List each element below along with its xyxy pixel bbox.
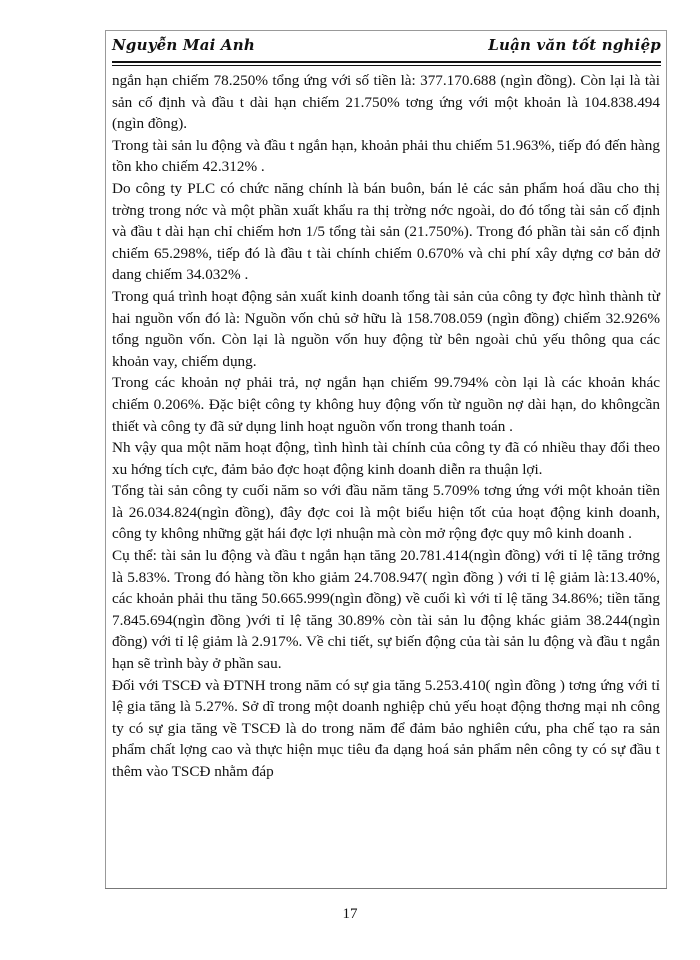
page-header: [112, 36, 661, 60]
header-document-type: Luận văn tốt nghiệp: [488, 36, 661, 54]
header-author: Nguyễn Mai Anh: [112, 36, 255, 54]
body-text: [112, 70, 660, 890]
page-border-top: [105, 30, 667, 31]
paragraph-liabilities: Trong các khoản nợ phải trả, nợ ngắn hạn chiếm 99.794% còn lại là các khoản khác chiếm 0.206%. Đặc biệt công ty không huy động vốn từ nguồn nợ dài hạn, do khôngcần thiết và công ty đã sử dụng linh hoạt nguồn vốn trong thanh toán .: [112, 374, 660, 435]
page-border-bottom: [105, 888, 667, 889]
paragraph-asset-structure: ngắn hạn chiếm 78.250% tổng ứng với số tiền là: 377.170.688 (ngìn đồng). Còn lại là tài sản cố định và đầu t dài hạn chiếm 21.750% tơng ứng với một khoản là 104.838.494 (ngìn đồng).: [112, 72, 660, 133]
paragraph-capital-sources: Trong quá trình hoạt động sản xuất kinh doanh tổng tài sản của công ty đợc hình thành từ hai nguồn vốn đó là: Nguồn vốn chủ sở hữu là 158.708.059 (ngìn đồng) chiếm 32.926% tổng nguồn vốn. Còn lại là nguồn vốn huy động từ bên ngoài chủ yếu thông qua các khoản vay, chiếm dụng.: [112, 287, 660, 370]
paragraph-current-assets: Trong tài sản lu động và đầu t ngắn hạn, khoản phải thu chiếm 51.963%, tiếp đó đến hàng tồn kho chiếm 42.312% .: [112, 136, 660, 176]
page-number: 17: [342, 906, 358, 922]
header-rule-thin: [112, 65, 661, 66]
paragraph-total-assets-growth: Tổng tài sản công ty cuối năm so với đầu năm tăng 5.709% tơng ứng với một khoản tiền là 26.034.824(ngìn đồng), đây đợc coi là một biểu hiện tốt của hoạt động kinh doanh, công ty không những gặt hái đợc lợi nhuận mà còn mở rộng đợc quy mô kinh doanh .: [112, 482, 660, 543]
paragraph-business-function: Do công ty PLC có chức năng chính là bán buôn, bán lẻ các sản phẩm hoá dầu cho thị trờng trong nớc và một phần xuất khẩu ra thị trờng nớc ngoài, do đó tổng tài sản cố định và đầu t dài hạn chỉ chiếm hơn 1/5 tổng tài sản (21.750%). Trong đó phần tài sản cố định chiếm 65.298%, tiếp đó là đầu t tài chính chiếm 0.670% và chi phí xây dựng cơ bản dở dang chiếm 34.032% .: [112, 179, 660, 284]
page-border-right: [666, 30, 667, 889]
paragraph-details: Cụ thể: tài sản lu động và đầu t ngắn hạn tăng 20.781.414(ngìn đồng) với tỉ lệ tăng trởng là 5.83%. Trong đó hàng tồn kho giảm 24.708.947( ngìn đồng ) với tỉ lệ giảm là:13.40%, các khoản phải thu tăng 50.665.999(ngìn đồng) về cuối kì với tỉ lệ tăng 34.86%; tiền tăng 7.845.694(ngìn đồng )với tỉ lệ tăng 30.89% còn tài sản lu động khác giảm 38.244(ngìn đồng) với tỉ lệ giảm là 2.917%. Về chi tiết, sự biến động của tài sản lu động và đầu t ngắn hạn sẽ trình bày ở phần sau.: [112, 547, 660, 673]
paragraph-summary: Nh vậy qua một năm hoạt động, tình hình tài chính của công ty đã có nhiều thay đổi theo xu hớng tích cực, đảm bảo đợc hoạt động kinh doanh diễn ra thuận lợi.: [112, 439, 660, 478]
header-rule-thick: [112, 61, 661, 63]
paragraph-fixed-assets: Đối với TSCĐ và ĐTNH trong năm có sự gia tăng 5.253.410( ngìn đồng ) tơng ứng với tỉ lệ gia tăng là 5.27%. Sở dĩ trong một doanh nghiệp chủ yếu hoạt động thơng mại nh công ty có sự gia tăng về TSCĐ là do trong năm để đảm bảo nghiên cứu, pha chế tạo ra sản phẩm chất lợng cao và thực hiện mục tiêu đa dạng hoá sản phẩm nên công ty có sự đầu t thêm vào TSCĐ nhằm đáp: [112, 676, 660, 780]
page-border-left: [105, 30, 106, 889]
